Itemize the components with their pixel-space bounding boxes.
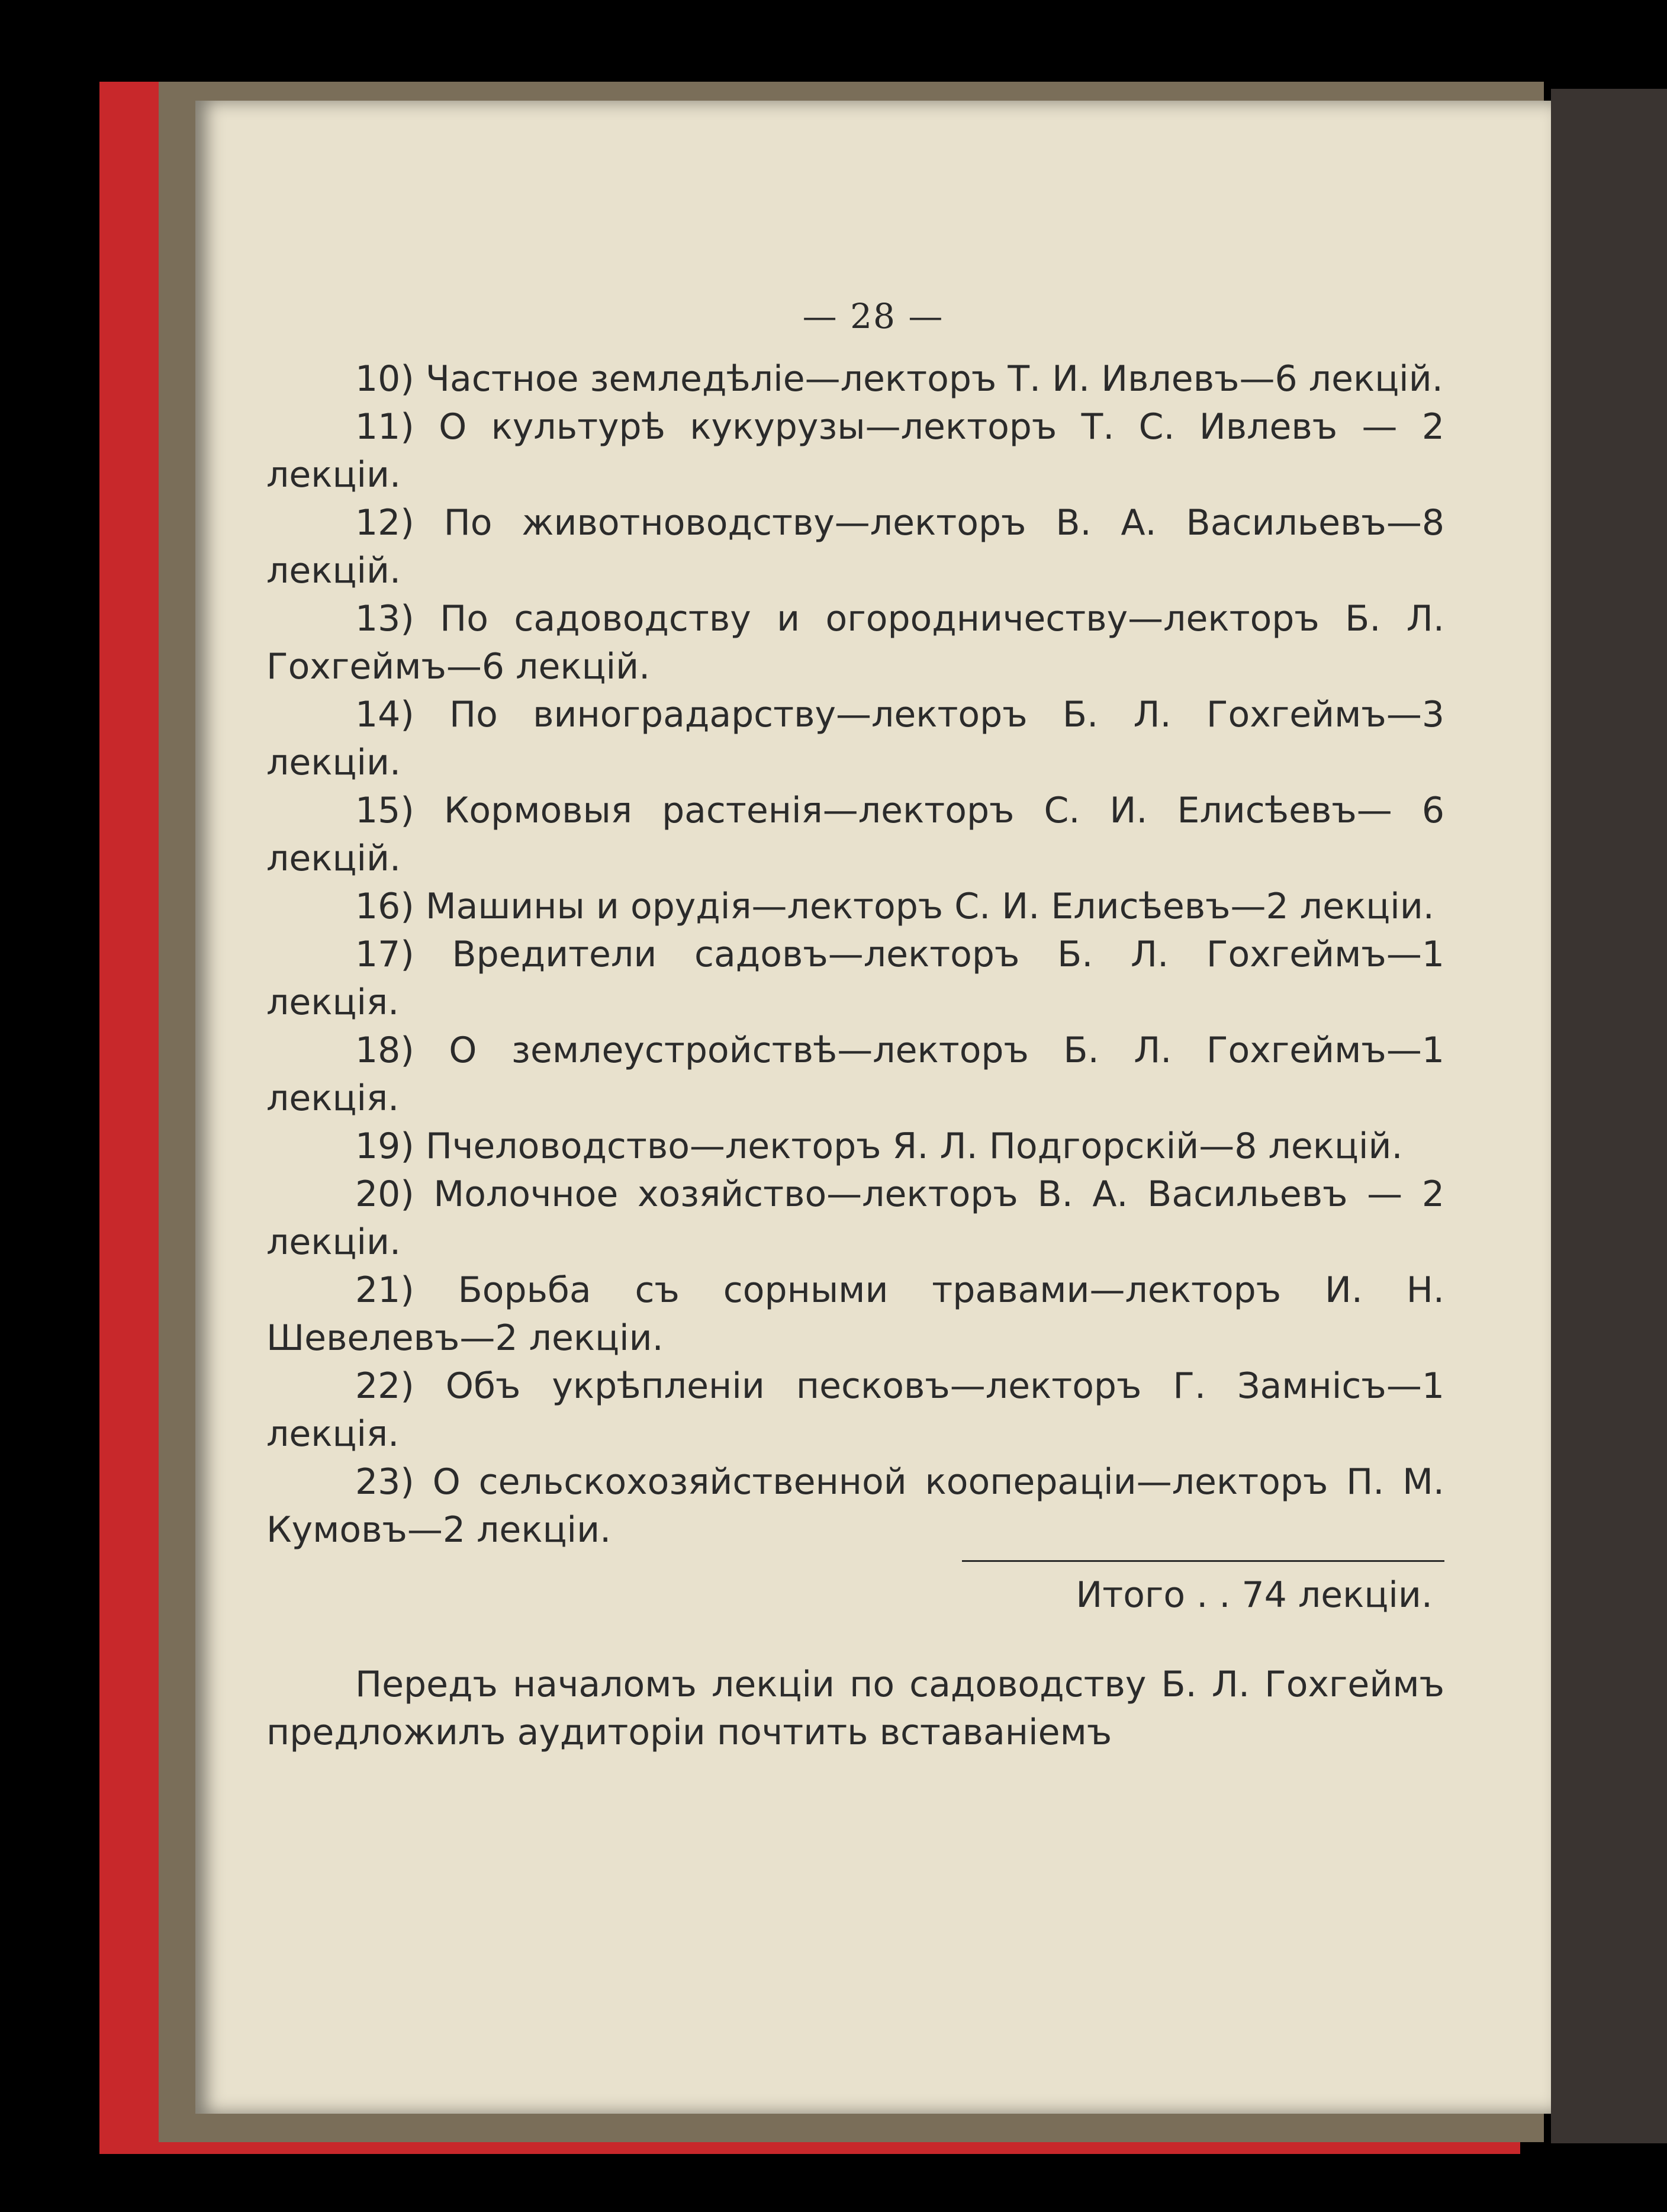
lecture-entry: 19) Пчеловодство—лекторъ Я. Л. Подгорскій—8 лекцій. <box>355 1126 1403 1167</box>
closing-paragraph: Передъ началомъ лекціи по садоводству Б. Л. Гохгеймъ предложилъ аудиторіи почтить вставаніемъ <box>266 1664 1444 1753</box>
lecture-entry: 21) Борьба съ сорными травами—лекторъ И. Н. Шевелевъ—2 лекціи. <box>266 1269 1444 1359</box>
lecture-total: Итого . . 74 лекціи. <box>1076 1574 1433 1616</box>
lecture-entry: 16) Машины и орудія—лекторъ С. И. Елисѣевъ—2 лекціи. <box>355 886 1434 927</box>
lecture-entry: 12) По животноводству—лекторъ В. А. Васильевъ—8 лекцій. <box>266 502 1444 591</box>
lecture-entry: 20) Молочное хозяйство—лекторъ В. А. Васильевъ — 2 лекціи. <box>266 1173 1444 1263</box>
total-divider <box>962 1560 1444 1562</box>
page-number: — 28 — <box>802 296 944 336</box>
page-text <box>266 355 1444 1757</box>
lecture-entry: 23) О сельскохозяйственной коопераціи—лекторъ П. М. Кумовъ—2 лекціи. <box>266 1461 1444 1551</box>
lecture-entry: 15) Кормовыя растенія—лекторъ С. И. Елисѣевъ— 6 лекцій. <box>266 790 1444 879</box>
facing-page-edge <box>1551 89 1667 2143</box>
lecture-entry: 22) Объ укрѣпленіи песковъ—лекторъ Г. Замнісъ—1 лекція. <box>266 1365 1444 1455</box>
lecture-entry: 11) О культурѣ кукурузы—лекторъ Т. С. Ивлевъ — 2 лекціи. <box>266 406 1444 496</box>
lecture-entry: 10) Частное земледѣліе—лекторъ Т. И. Ивлевъ—6 лекцій. <box>355 358 1443 400</box>
lecture-entry: 18) О землеустройствѣ—лекторъ Б. Л. Гохгеймъ—1 лекція. <box>266 1030 1444 1119</box>
lecture-entry: 14) По виноградарству—лекторъ Б. Л. Гохгеймъ—3 лекціи. <box>266 694 1444 783</box>
lecture-entry: 13) По садоводству и огородничеству—лекторъ Б. Л. Гохгеймъ—6 лекцій. <box>266 598 1444 687</box>
lecture-entry: 17) Вредители садовъ—лекторъ Б. Л. Гохгеймъ—1 лекція. <box>266 934 1444 1023</box>
